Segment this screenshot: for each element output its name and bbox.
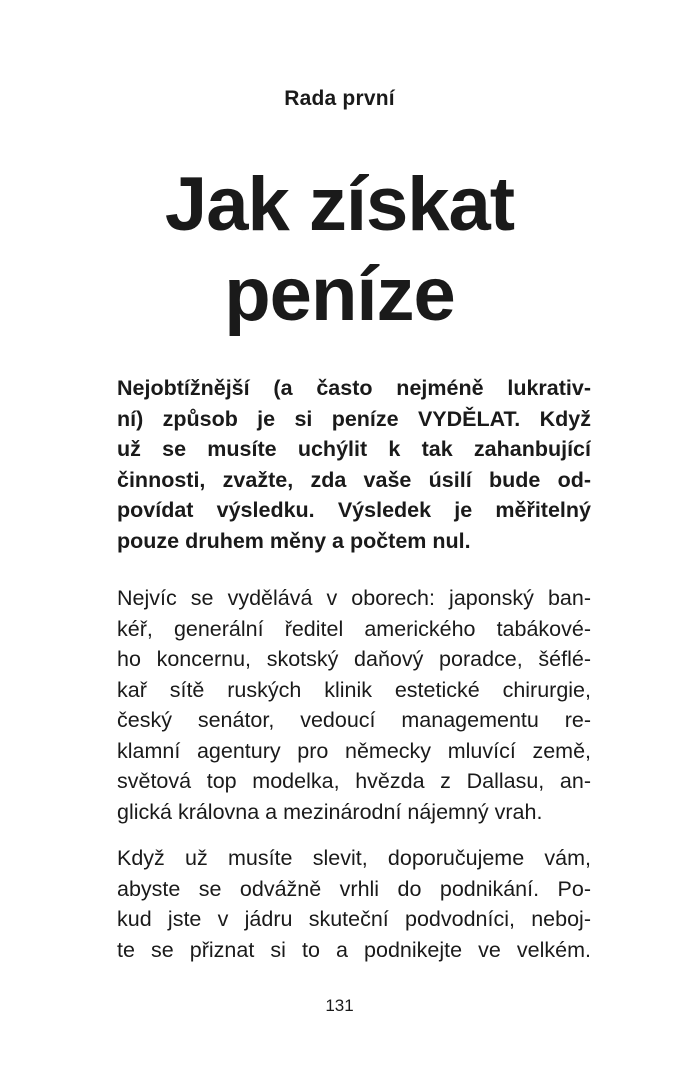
body-paragraph bbox=[117, 583, 591, 827]
body-paragraph bbox=[117, 843, 591, 965]
text-line: te se přiznat si to a podnikejte ve velkém. bbox=[117, 937, 591, 962]
text-line: glická královna a mezinárodní nájemný vrah. bbox=[117, 799, 543, 824]
text-line: český senátor, vedoucí managementu re- bbox=[117, 708, 591, 732]
text-line: pouze druhem měny a počtem nul. bbox=[117, 528, 471, 553]
text-line: abyste se odvážně vrhli do podnikání. Po- bbox=[117, 876, 591, 901]
lead-paragraph bbox=[117, 373, 591, 556]
text-line: Nejobtížnější (a často nejméně lukrativ- bbox=[117, 376, 591, 400]
text-line: činnosti, zvažte, zda vaše úsilí bude od- bbox=[117, 467, 591, 492]
text-line: klamní agentury pro německy mluvící země, bbox=[117, 738, 591, 763]
section-label: Rada první bbox=[284, 87, 395, 110]
text-line: ho koncernu, skotský daňový poradce, šéflé- bbox=[117, 647, 591, 671]
chapter-title bbox=[0, 160, 679, 340]
chapter-title-line: Jak získat bbox=[164, 162, 515, 247]
chapter-title-line: peníze bbox=[224, 252, 455, 337]
text-line: kud jste v jádru skuteční podvodníci, neboj- bbox=[117, 907, 591, 931]
text-line: ní) způsob je si peníze VYDĚLAT. Když bbox=[117, 406, 591, 431]
text-line: už se musíte uchýlit k tak zahanbující bbox=[117, 437, 591, 461]
text-line: Když už musíte slevit, doporučujeme vám, bbox=[117, 846, 591, 870]
text-line: světová top modelka, hvězda z Dallasu, an- bbox=[117, 769, 591, 793]
text-line: kéř, generální ředitel amerického tabákové- bbox=[117, 616, 591, 641]
page-number: 131 bbox=[325, 996, 354, 1015]
text-line: Nejvíc se vydělává v oborech: japonský ban- bbox=[117, 586, 591, 610]
text-line: kař sítě ruských klinik estetické chirurgie, bbox=[117, 677, 591, 702]
text-line: povídat výsledku. Výsledek je měřitelný bbox=[117, 498, 591, 522]
